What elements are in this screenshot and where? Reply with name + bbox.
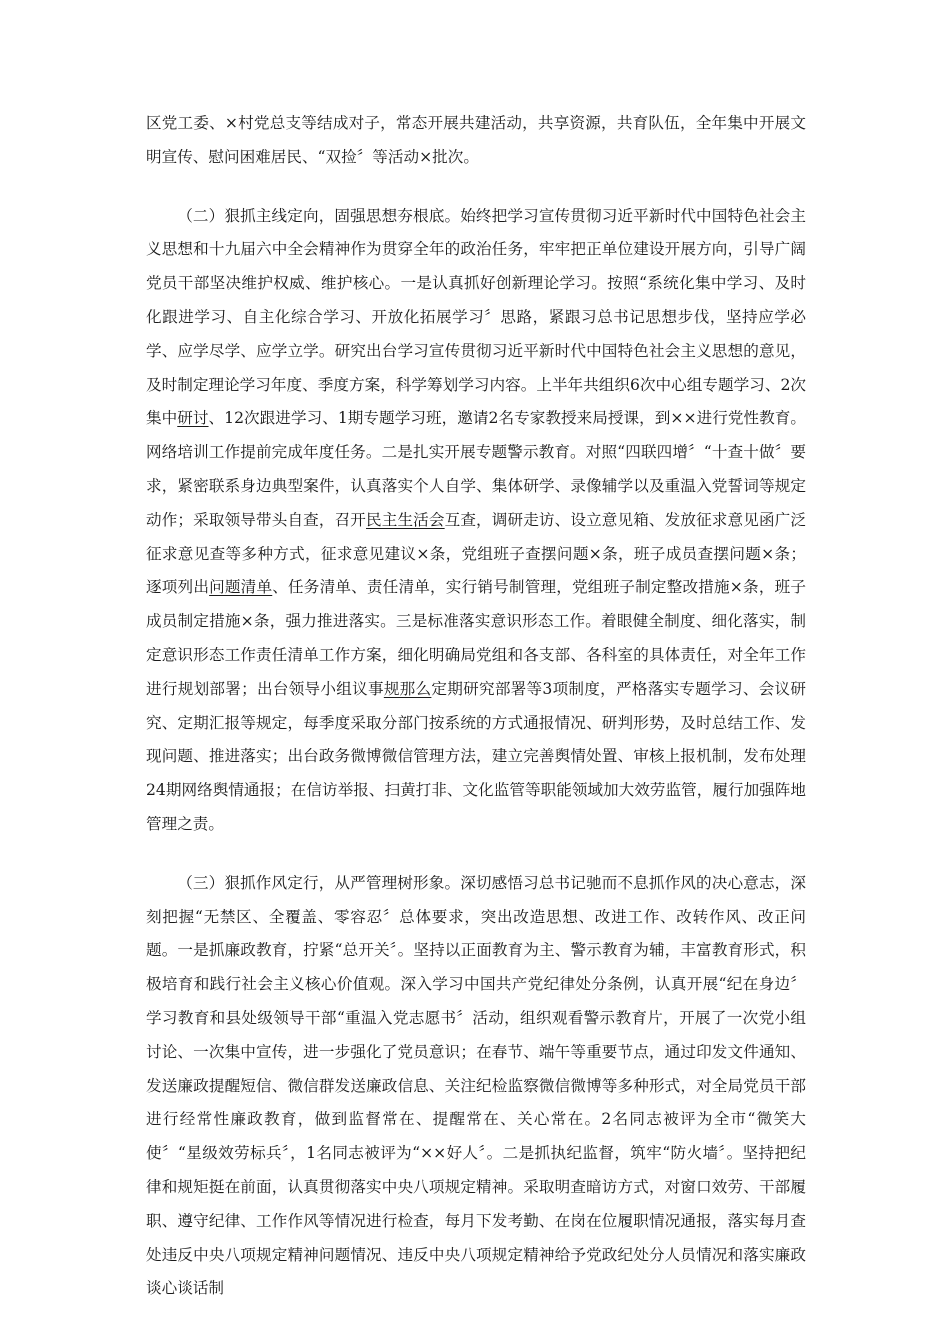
underlined-term-problem-list: 问题清单: [209, 578, 273, 597]
paragraph-text: 定期研究部署等3项制度，严格落实专题学习、会议研究、定期汇报等规定，每季度采取分部门按系统的方式通报情况、研判形势，及时总结工作、发现问题、推进落实；出台政务微博微信管理方法，建立完善舆情处置、审核上报机制，发布处理24期网络舆情通报；在信访举报、扫黄打非、文化监管等职能领域加大效劳监管，履行加强阵地管理之责。: [146, 679, 806, 833]
paragraph-thought-foundation: [146, 200, 806, 842]
underlined-term-rules: 规那么: [383, 679, 432, 698]
paragraph-continued: 区党工委、×村党总支等结成对子，常态开展共建活动，共享资源，共育队伍，全年集中开展文明宣传、慰问困难居民、“双捡〞等活动×批次。: [146, 114, 806, 166]
document-body: [146, 107, 806, 1306]
paragraph-work-style: （三）狠抓作风定行，从严管理树形象。深切感悟习总书记驰而不息抓作风的决心意志，深刻把握“无禁区、全覆盖、零容忍〞总体要求，突出改造思想、改进工作、改转作风、改正问题。一是抓廉政教育，拧紧“总开关〞。坚持以正面教育为主、警示教育为辅，丰富教育形式，积极培育和践行社会主义核心价值观。深入学习中国共产党纪律处分条例，认真开展“纪在身边〞学习教育和县处级领导干部“重温入党志愿书〞活动，组织观看警示教育片，开展了一次党小组讨论、一次集中宣传，进一步强化了党员意识；在春节、端午等重要节点，通过印发文件通知、发送廉政提醒短信、微信群发送廉政信息、关注纪检监察微信微博等多种形式，对全局党员干部进行经常性廉政教育，做到监督常在、提醒常在、关心常在。2名同志被评为全市“微笑大使〞“星级效劳标兵〞，1名同志被评为“××好人〞。二是抓执纪监督，筑牢“防火墙〞。坚持把纪律和规矩挺在前面，认真贯彻落实中央八项规定精神。采取明查暗访方式，对窗口效劳、干部履职、遵守纪律、工作作风等情况进行检查，每月下发考勤、在岗在位履职情况通报，落实每月查处违反中央八项规定精神问题情况、违反中央八项规定精神给予党政纪处分人员情况和落实廉政谈心谈话制: [146, 873, 806, 1298]
paragraph-text: 互查，调研走访、设立意见箱、发放征求意见函广泛征求意见查等多种方式，征求意见建议×条，党组班子查摆问题×条，班子成员查摆问题×条；逐项列出: [146, 510, 806, 597]
paragraph-text: （二）狠抓主线定向，固强思想夯根底。始终把学习宣传贯彻习近平新时代中国特色社会主义思想和十九届六中全会精神作为贯穿全年的政治任务，牢牢把正单位建设开展方向，引导广阔党员干部坚决维护权威、维护核心。一是认真抓好创新理论学习。按照“系统化集中学习、及时化跟进学习、自主化综合学习、开放化拓展学习〞思路，紧跟习总书记思想步伐，坚持应学必学、应学尽学、应学立学。研究出台学习宣传贯彻习近平新时代中国特色社会主义思想的意见，及时制定理论学习年度、季度方案，科学筹划学习内容。上半年共组织6次中心组专题学习、2次集中: [146, 206, 806, 428]
underlined-term-democratic-life-meeting: 民主生活会: [366, 510, 445, 529]
paragraph-text: 、12次跟进学习、1期专题学习班，邀请2名专家教授来局授课，到××进行党性教育。网络培训工作提前完成年度任务。二是扎实开展专题警示教育。对照“四联四增〞“十查十做〞要求，紧密联系身边典型案件，认真落实个人自学、集体研学、录像辅学以及重温入党誓词等规定动作；采取领导带头自查，召开: [146, 409, 806, 529]
paragraph-text: 、任务清单、责任清单，实行销号制管理，党组班子制定整改措施×条，班子成员制定措施×条，强力推进落实。三是标准落实意识形态工作。着眼健全制度、细化落实，制定意识形态工作责任清单工作方案，细化明确局党组和各支部、各科室的具体责任，对全年工作进行规划部署；出台领导小组议事: [146, 578, 806, 698]
underlined-term-yantao: 研讨: [177, 409, 209, 428]
